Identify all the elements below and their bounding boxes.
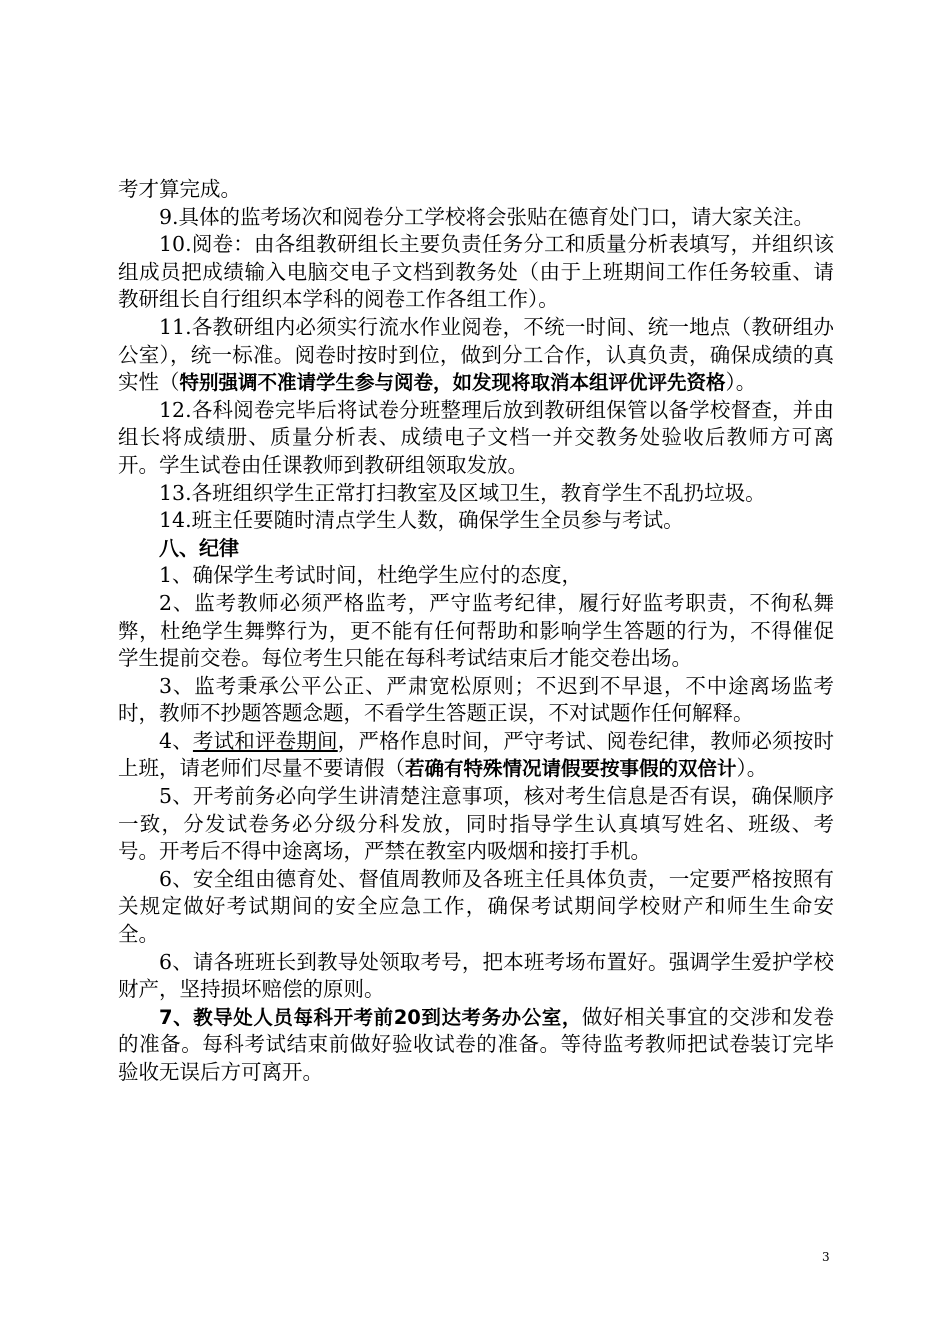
bold-emphasis: 特别强调不准请学生参与阅卷，如发现将取消本组评优评先资格 (179, 371, 726, 395)
discipline-item-2 (118, 590, 834, 673)
paragraph-text: 做好相关事宜的交涉和发卷的准备。每科考试结束前做好验收试卷的准备。等待监考教师把试卷装订完毕验收无误后方可离开。 (118, 1004, 834, 1084)
paragraph-item-11 (118, 314, 834, 397)
paragraph-item-9 (118, 204, 834, 232)
page-number: 3 (822, 1250, 830, 1264)
paragraph-text: 9.具体的监考场次和阅卷分工学校将会张贴在德育处门口，请大家关注。 (159, 204, 815, 229)
paragraph-text: 14.班主任要随时清点学生人数，确保学生全员参与考试。 (159, 508, 684, 533)
bold-emphasis: 7、教导处人员每科开考前20到达考务办公室， (159, 1005, 582, 1029)
paragraph-item-10 (118, 231, 834, 314)
paragraph-item-14 (118, 507, 834, 535)
paragraph-text: 3、监考秉承公平公正、严肃宽松原则；不迟到不早退，不中途离场监考时，教师不抄题答题念题，不看学生答题正误，不对试题作任何解释。 (118, 673, 834, 726)
paragraph-item-13 (118, 480, 834, 508)
paragraph-text: 6、安全组由德育处、督值周教师及各班主任具体负责，一定要严格按照有关规定做好考试期间的安全应急工作，确保考试期间学校财产和师生生命安全。 (118, 866, 834, 947)
discipline-item-6a (118, 866, 834, 949)
paragraph-text: 10.阅卷：由各组教研组长主要负责任务分工和质量分析表填写，并组织该组成员把成绩输入电脑交电子文档到教务处（由于上班期间工作任务较重、请教研组长自行组织本学科的阅卷工作各组工作）。 (118, 232, 834, 312)
paragraph-text: 5、开考前务必向学生讲清楚注意事项，核对考生信息是否有误，确保顺序一致，分发试卷务必分级分科发放，同时指导学生认真填写姓名、班级、考号。开考后不得中途离场，严禁在教室内吸烟和接打手机。 (118, 784, 834, 864)
discipline-item-3 (118, 673, 834, 728)
underlined-text: 考试和评卷期间 (192, 728, 338, 753)
paragraph-text: 12.各科阅卷完毕后将试卷分班整理后放到教研组保管以备学校督查，并由组长将成绩册、质量分析表、成绩电子文档一并交教务处验收后教师方可离开。学生试卷由任课教师到教研组领取发放。 (118, 397, 834, 477)
paragraph-text: 6、请各班班长到教导处领取考号，把本班考场布置好。强调学生爱护学校财产，坚持损坏赔偿的原则。 (118, 949, 834, 1002)
paragraph-continuation (118, 176, 834, 204)
paragraph-text: ）。 (736, 756, 768, 781)
paragraph-text: 11.各教研组内必须实行流水作业阅卷，不统一时间、统一地点（教研组办公室），统一标准。阅卷时按时到位，做到分工合作，认真负责，确保成绩的真实性（ (118, 314, 834, 395)
discipline-item-4 (118, 728, 834, 783)
paragraph-text: 2、监考教师必须严格监考，严守监考纪律，履行好监考职责，不徇私舞弊，杜绝学生舞弊行为，更不能有任何帮助和影响学生答题的行为，不得催促学生提前交卷。每位考生只能在每科考试结束后才能交卷出场。 (118, 590, 834, 671)
paragraph-text: 考才算完成。 (118, 177, 241, 201)
paragraph-text: 13.各班组织学生正常打扫教室及区域卫生，教育学生不乱扔垃圾。 (159, 480, 766, 505)
section-heading-discipline: 八、纪律 (159, 535, 239, 560)
discipline-item-1 (118, 562, 834, 590)
document-body (118, 176, 834, 1087)
discipline-item-6b (118, 949, 834, 1004)
paragraph-text: ，严格作息时间，严守考试、阅卷纪律，教师必须按时上班，请老师们尽量不要请假（ (118, 728, 835, 781)
paragraph-item-12 (118, 397, 834, 480)
paragraph-text: ）。 (725, 370, 757, 395)
discipline-item-5 (118, 783, 834, 866)
bold-emphasis: 若确有特殊情况请假要按事假的双倍计 (405, 757, 737, 781)
paragraph-text: 4、 (159, 728, 193, 753)
discipline-item-7 (118, 1004, 834, 1087)
paragraph-text: 1、确保学生考试时间，杜绝学生应付的态度， (159, 563, 583, 588)
